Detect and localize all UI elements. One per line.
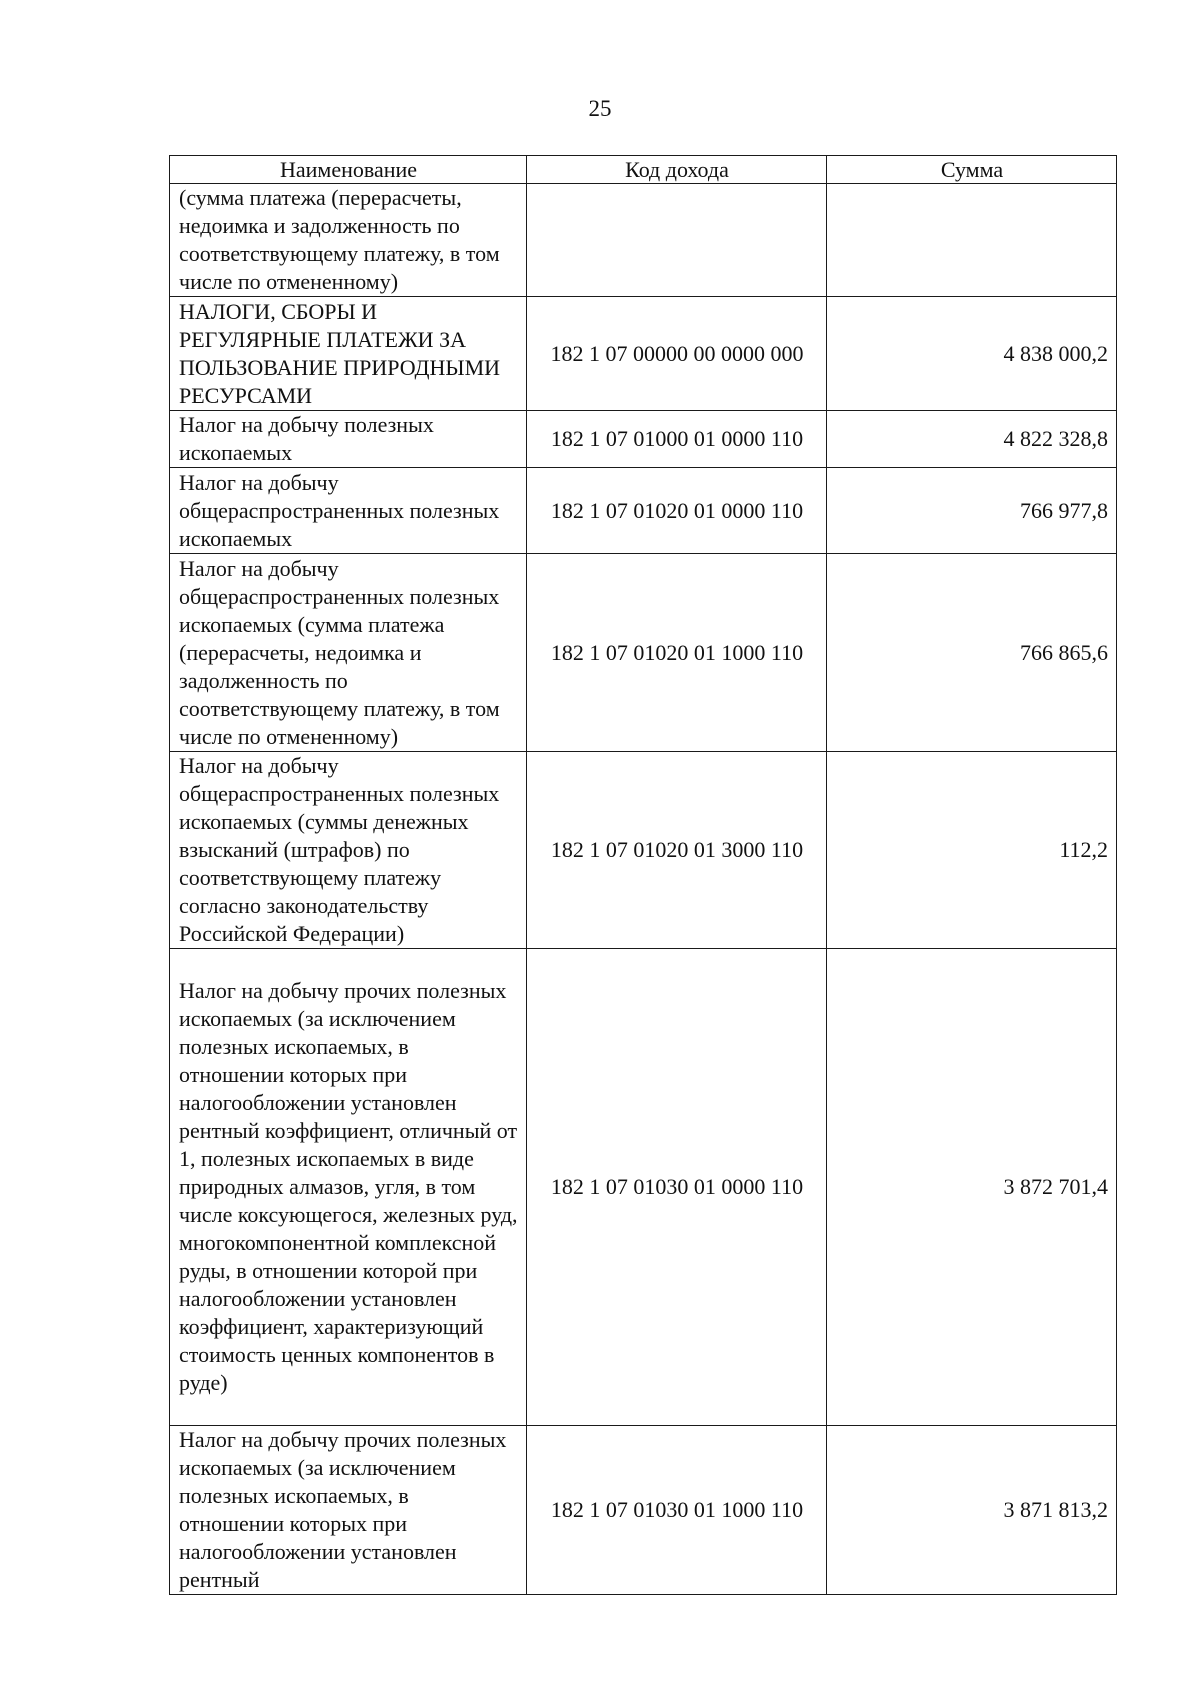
table-row — [170, 554, 1117, 752]
table-row — [170, 949, 1117, 1426]
row-code: 182 1 07 01020 01 3000 110 — [527, 752, 827, 949]
row-code: 182 1 07 01000 01 0000 110 — [527, 411, 827, 468]
header-sum: Сумма — [827, 156, 1117, 184]
row-name: Налог на добычу общераспространенных полезных ископаемых — [170, 468, 527, 554]
revenue-table — [169, 155, 1117, 1595]
header-code: Код дохода — [527, 156, 827, 184]
table-header-row — [170, 156, 1117, 184]
row-code: 182 1 07 01020 01 0000 110 — [527, 468, 827, 554]
row-code: 182 1 07 01030 01 1000 110 — [527, 1426, 827, 1595]
row-sum: 112,2 — [827, 752, 1117, 949]
table-row — [170, 411, 1117, 468]
header-name: Наименование — [170, 156, 527, 184]
table-row — [170, 468, 1117, 554]
table-row — [170, 297, 1117, 411]
row-name: Налог на добычу общераспространенных полезных ископаемых (сумма платежа (перерасчеты, недоимка и задолженность по соответствующему платежу, в том числе по отмененному) — [170, 554, 527, 752]
row-name: Налог на добычу прочих полезных ископаемых (за исключением полезных ископаемых, в отношении которых при налогообложении установлен рентный коэффициент, отличный от 1, полезных ископаемых в виде природных алмазов, угля, в том числе коксующегося, железных руд, многокомпонентной комплексной руды, в отношении которой при налогообложении установлен коэффициент, характеризующий стоимость ценных компонентов в руде) — [170, 949, 527, 1426]
row-sum: 3 872 701,4 — [827, 949, 1117, 1426]
page-number: 25 — [588, 96, 612, 121]
row-sum: 766 865,6 — [827, 554, 1117, 752]
table-row — [170, 184, 1117, 297]
row-code: 182 1 07 01020 01 1000 110 — [527, 554, 827, 752]
row-name: Налог на добычу полезных ископаемых — [170, 411, 527, 468]
row-name: Налог на добычу общераспространенных полезных ископаемых (суммы денежных взысканий (штрафов) по соответствующему платежу согласно законодательству Российской Федерации) — [170, 752, 527, 949]
table-row — [170, 1426, 1117, 1595]
row-code: 182 1 07 01030 01 0000 110 — [527, 949, 827, 1426]
row-name: (сумма платежа (перерасчеты, недоимка и задолженность по соответствующему платежу, в том числе по отмененному) — [170, 184, 527, 297]
row-code — [527, 184, 827, 297]
row-sum — [827, 184, 1117, 297]
row-sum: 4 838 000,2 — [827, 297, 1117, 411]
row-code: 182 1 07 00000 00 0000 000 — [527, 297, 827, 411]
row-sum: 3 871 813,2 — [827, 1426, 1117, 1595]
row-name: НАЛОГИ, СБОРЫ И РЕГУЛЯРНЫЕ ПЛАТЕЖИ ЗА ПОЛЬЗОВАНИЕ ПРИРОДНЫМИ РЕСУРСАМИ — [170, 297, 527, 411]
row-name: Налог на добычу прочих полезных ископаемых (за исключением полезных ископаемых, в отношении которых при налогообложении установлен рентный — [170, 1426, 527, 1595]
table-row — [170, 752, 1117, 949]
row-sum: 4 822 328,8 — [827, 411, 1117, 468]
row-sum: 766 977,8 — [827, 468, 1117, 554]
